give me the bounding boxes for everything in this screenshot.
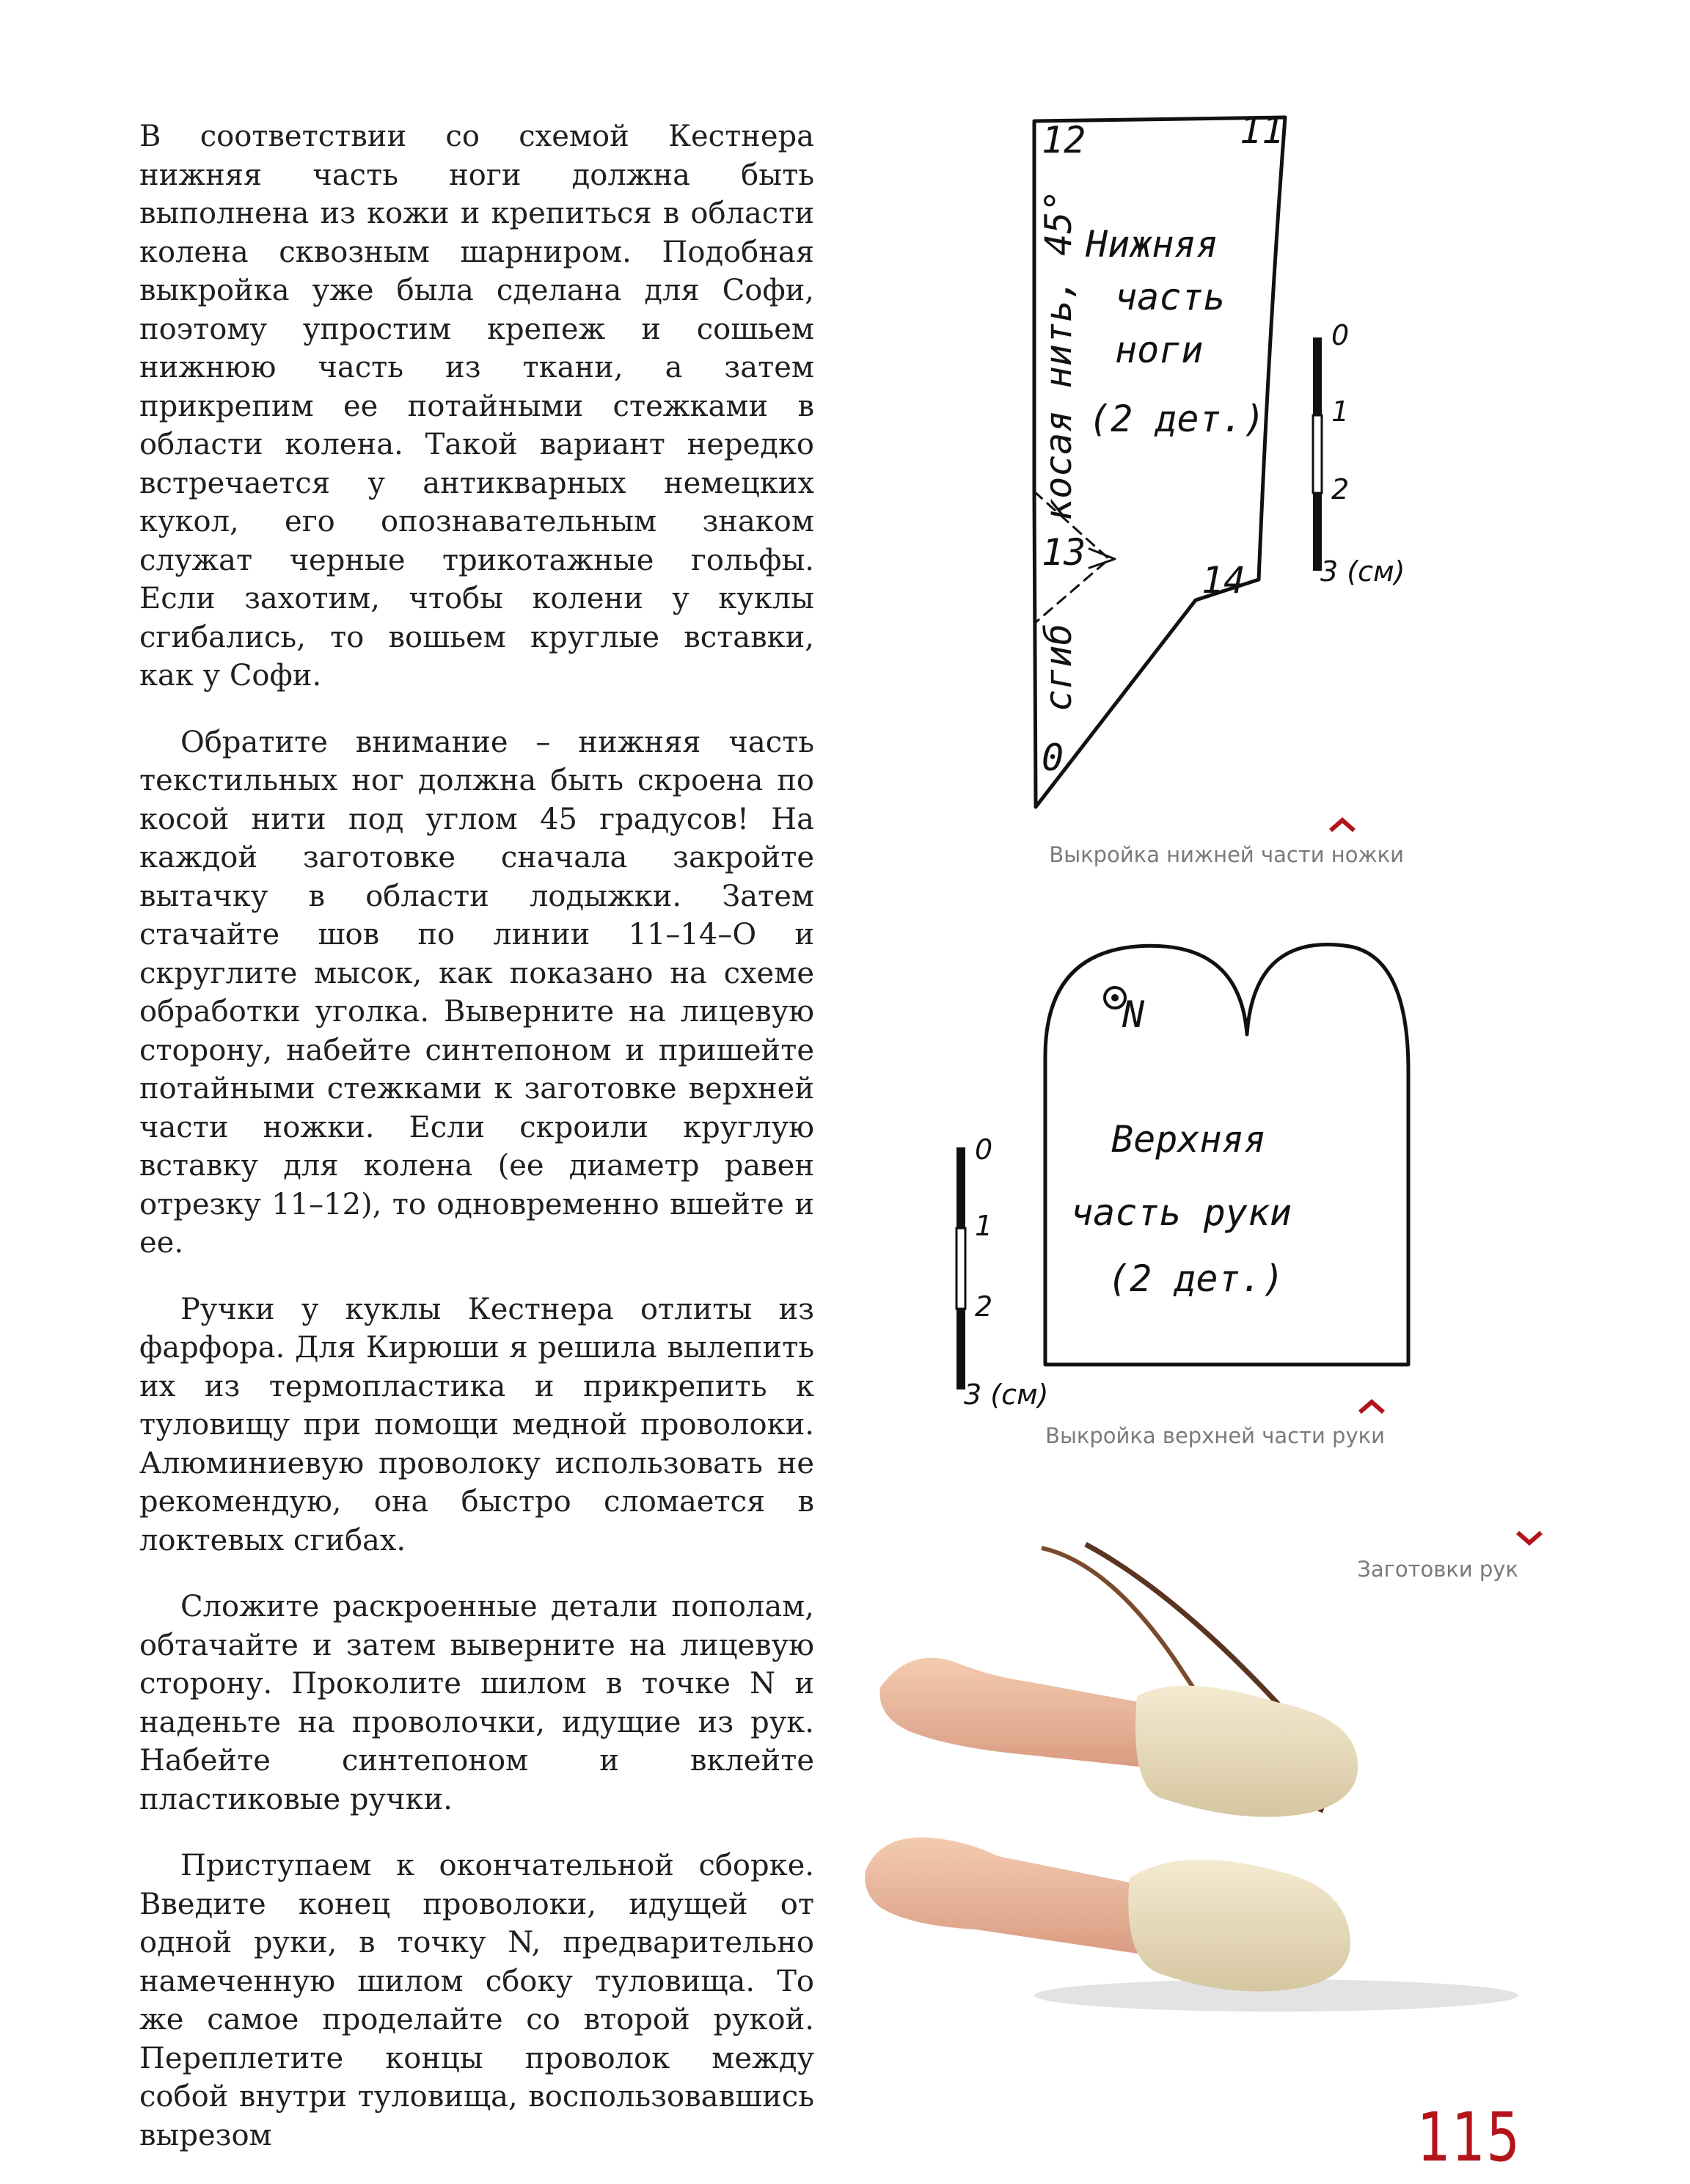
point-11-label: 11 <box>1240 109 1284 152</box>
paragraph: Обратите внимание – нижняя часть текстильных ног должна быть скроена по косой нити под углом 45 градусов! На каждой заготовке сначала закройте вытачку в области лодыжки. Затем стачайте шов по линии 11–14–О и скруглите мысок, как показано на схеме обработки уголка. Выверните на лицевую сторону, набейте синтепоном и пришейте потайными стежками к заготовке верхней части ножки. Если скроили круглую вставку для колена (ее диаметр равен отрезку 11–12), то одновременно вшейте и ее. <box>139 725 814 1260</box>
arm-title-line: часть руки <box>1071 1191 1292 1234</box>
point-n-label: N <box>1122 993 1145 1036</box>
chevron-up-icon <box>1357 1398 1386 1415</box>
arm-scale-bar <box>942 1133 1049 1411</box>
scale-tick-label: 3 (см) <box>964 1378 1049 1411</box>
paragraph: В соответствии со схемой Кестнера нижняя часть ноги должна быть выполнена из кожи и крепиться в области колена сквозным шарниром. Подобная выкройка уже была сделана для Софи, поэтому упростим крепеж и сошьем нижнюю часть из ткани, а затем прикрепим ее потайными стежками в области колена. Такой вариант нередко встречается у антикварных немецких кукол, его опознавательным знаком служат черные трикотажные гольфы. Если захотим, чтобы колени у куклы сгибались, то вошьем круглые вставки, как у Софи. <box>139 120 814 693</box>
leg-scale-bar <box>1298 319 1405 588</box>
back-arm-hand <box>880 1658 1160 1768</box>
scale-tick-label: 1 <box>975 1210 993 1242</box>
leg-title-line: ноги <box>1115 329 1204 371</box>
scale-tick-label: 1 <box>1331 395 1350 428</box>
arm-title-line: (2 дет.) <box>1108 1257 1284 1300</box>
leg-title-line: Нижняя <box>1086 223 1218 266</box>
doll-arms-photo <box>866 1489 1526 2032</box>
grain-line-label: косая нить, 45° <box>1037 189 1080 521</box>
page-number: 115 <box>1417 2098 1521 2177</box>
paragraph: Приступаем к окончательной сборке. Введите конец проволоки, идущей от одной руки, в точку N, предварительно намеченную шилом сбоку туловища. То же самое проделайте со второй рукой. Переплетите концы проволок между собой внутри туловища, воспользовавшись вырезом <box>139 1849 814 2152</box>
back-arm-sleeve <box>1135 1686 1358 1817</box>
arm-pattern-diagram <box>1027 924 1438 1379</box>
front-arm-hand <box>865 1838 1148 1955</box>
arm-title-line: Верхняя <box>1111 1118 1266 1161</box>
scale-tick-label: 0 <box>1331 319 1350 351</box>
photo-caption: Заготовки рук <box>1357 1557 1518 1582</box>
fold-label: сгиб <box>1037 623 1080 712</box>
front-arm-sleeve <box>1128 1860 1350 1992</box>
scale-tick-label: 3 (см) <box>1320 555 1405 588</box>
paragraph: Ручки у куклы Кестнера отлиты из фарфора. Для Кирюши я решила вылепить их из термопластика и прикрепить к туловищу при помощи медной проволоки. Алюминиевую проволоку использовать не рекомендую, она быстро сломается в локтевых сгибах. <box>139 1292 814 1557</box>
arm-pattern-caption: Выкройка верхней части руки <box>1045 1423 1385 1448</box>
leg-title-line: часть <box>1115 276 1226 318</box>
scale-tick-label: 2 <box>1331 473 1350 505</box>
leg-pattern-caption: Выкройка нижней части ножки <box>1049 842 1404 867</box>
point-13-label: 13 <box>1042 531 1086 574</box>
point-0-label: 0 <box>1042 737 1064 779</box>
paragraph: Сложите раскроенные детали пополам, обтачайте и затем выверните на лицевую сторону. Проколите шилом в точке N и наденьте на проволочки, идущие из рук. Набейте синтепоном и вклейте пластиковые ручки. <box>139 1590 814 1816</box>
scale-tick-label: 0 <box>975 1133 993 1166</box>
leg-title-line: (2 дет.) <box>1089 398 1265 440</box>
body-text <box>139 117 814 2183</box>
scale-tick-label: 2 <box>975 1290 993 1323</box>
point-12-label: 12 <box>1042 119 1086 161</box>
chevron-up-icon <box>1328 816 1357 833</box>
point-14-label: 14 <box>1201 559 1246 602</box>
